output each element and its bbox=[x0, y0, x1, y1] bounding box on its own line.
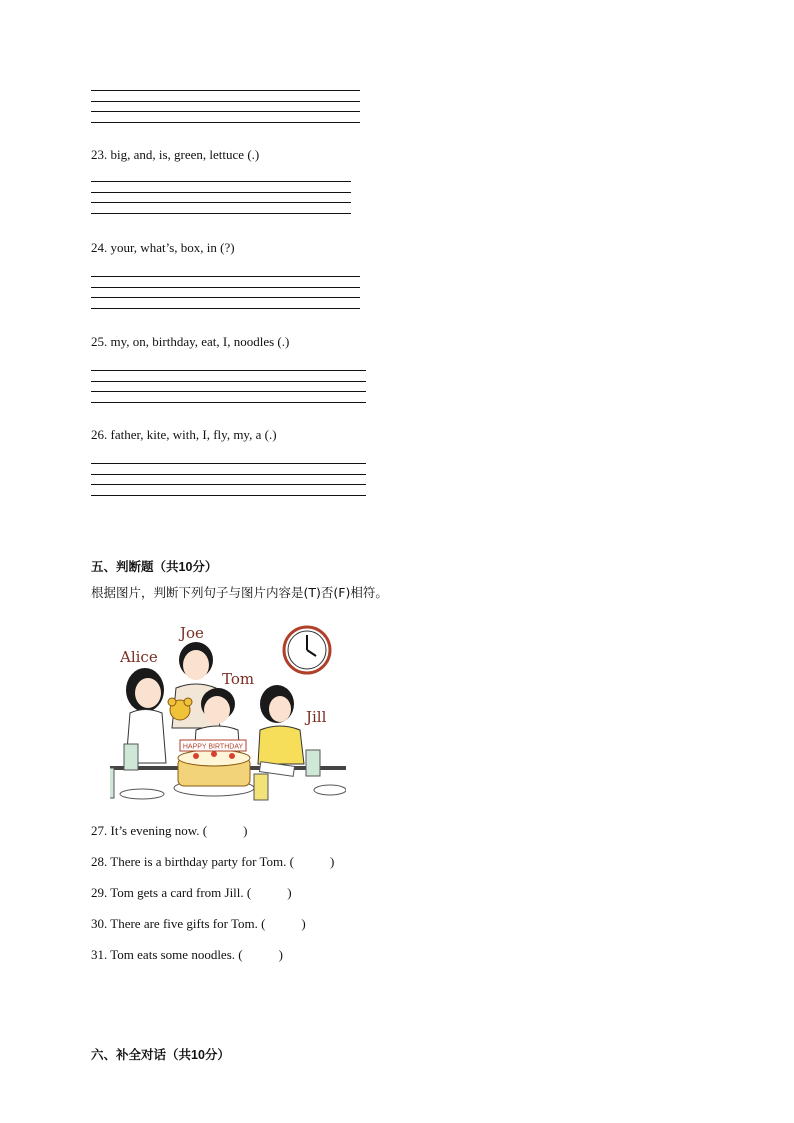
label-tom: Tom bbox=[222, 670, 255, 688]
question-number: 26. bbox=[91, 427, 108, 442]
section-6-title bbox=[91, 1045, 230, 1063]
label-alice: Alice bbox=[120, 648, 158, 666]
answer-lines-22 bbox=[91, 90, 360, 132]
section-points: 10 bbox=[178, 560, 193, 574]
item-number: 27. bbox=[91, 823, 108, 838]
judge-item-31 bbox=[91, 947, 283, 963]
section-title-prefix: 六、补全对话（共 bbox=[91, 1047, 192, 1062]
item-close: ) bbox=[301, 916, 306, 931]
item-text: Tom eats some noodles. ( bbox=[110, 947, 243, 962]
question-number: 24. bbox=[91, 240, 108, 255]
question-words: my, on, birthday, eat, I, noodles (.) bbox=[110, 334, 290, 349]
item-number: 29. bbox=[91, 885, 108, 900]
section-points: 10 bbox=[191, 1048, 205, 1062]
item-number: 30. bbox=[91, 916, 108, 931]
judge-item-30 bbox=[91, 916, 306, 932]
answer-lines-26 bbox=[91, 463, 366, 505]
birthday-cake-icon bbox=[174, 750, 254, 796]
item-close: ) bbox=[243, 823, 248, 838]
item-number: 28. bbox=[91, 854, 108, 869]
item-text: There is a birthday party for Tom. ( bbox=[110, 854, 294, 869]
question-25 bbox=[91, 334, 289, 350]
section-title-suffix: 分） bbox=[192, 559, 218, 574]
section-title-prefix: 五、判断题（共 bbox=[91, 559, 179, 574]
answer-lines-25 bbox=[91, 370, 366, 412]
item-text: Tom gets a card from Jill. ( bbox=[110, 885, 252, 900]
answer-lines-23 bbox=[91, 181, 351, 223]
item-close: ) bbox=[278, 947, 283, 962]
label-joe: Joe bbox=[180, 624, 204, 642]
item-close: ) bbox=[329, 854, 335, 869]
question-number: 23. bbox=[91, 147, 108, 162]
question-26 bbox=[91, 427, 277, 443]
question-23 bbox=[91, 147, 259, 163]
section-title-suffix: 分） bbox=[204, 1047, 230, 1062]
question-words: big, and, is, green, lettuce (.) bbox=[110, 147, 260, 162]
judge-item-27 bbox=[91, 823, 247, 839]
clock-icon bbox=[284, 627, 330, 673]
judge-item-28 bbox=[91, 854, 334, 870]
section-5-instruction: 根据图片，判断下列句子与图片内容是(T)否(F)相符。 bbox=[91, 585, 388, 600]
item-text: There are five gifts for Tom. ( bbox=[110, 916, 266, 931]
answer-lines-24 bbox=[91, 276, 360, 318]
judge-item-29 bbox=[91, 885, 292, 901]
jill-figure bbox=[258, 685, 304, 764]
plate bbox=[314, 785, 346, 795]
plate bbox=[120, 789, 164, 799]
item-close: ) bbox=[287, 885, 292, 900]
birthday-party-picture bbox=[110, 618, 346, 804]
question-24 bbox=[91, 240, 235, 256]
item-text: It’s evening now. ( bbox=[110, 823, 208, 838]
item-number: 31. bbox=[91, 947, 108, 962]
section-5-title bbox=[91, 557, 217, 575]
question-words: your, what’s, box, in (?) bbox=[110, 240, 235, 255]
question-number: 25. bbox=[91, 334, 108, 349]
birthday-banner-text: HAPPY BIRTHDAY bbox=[182, 743, 244, 751]
question-words: father, kite, with, I, fly, my, a (.) bbox=[110, 427, 277, 442]
label-jill: Jill bbox=[306, 708, 327, 726]
